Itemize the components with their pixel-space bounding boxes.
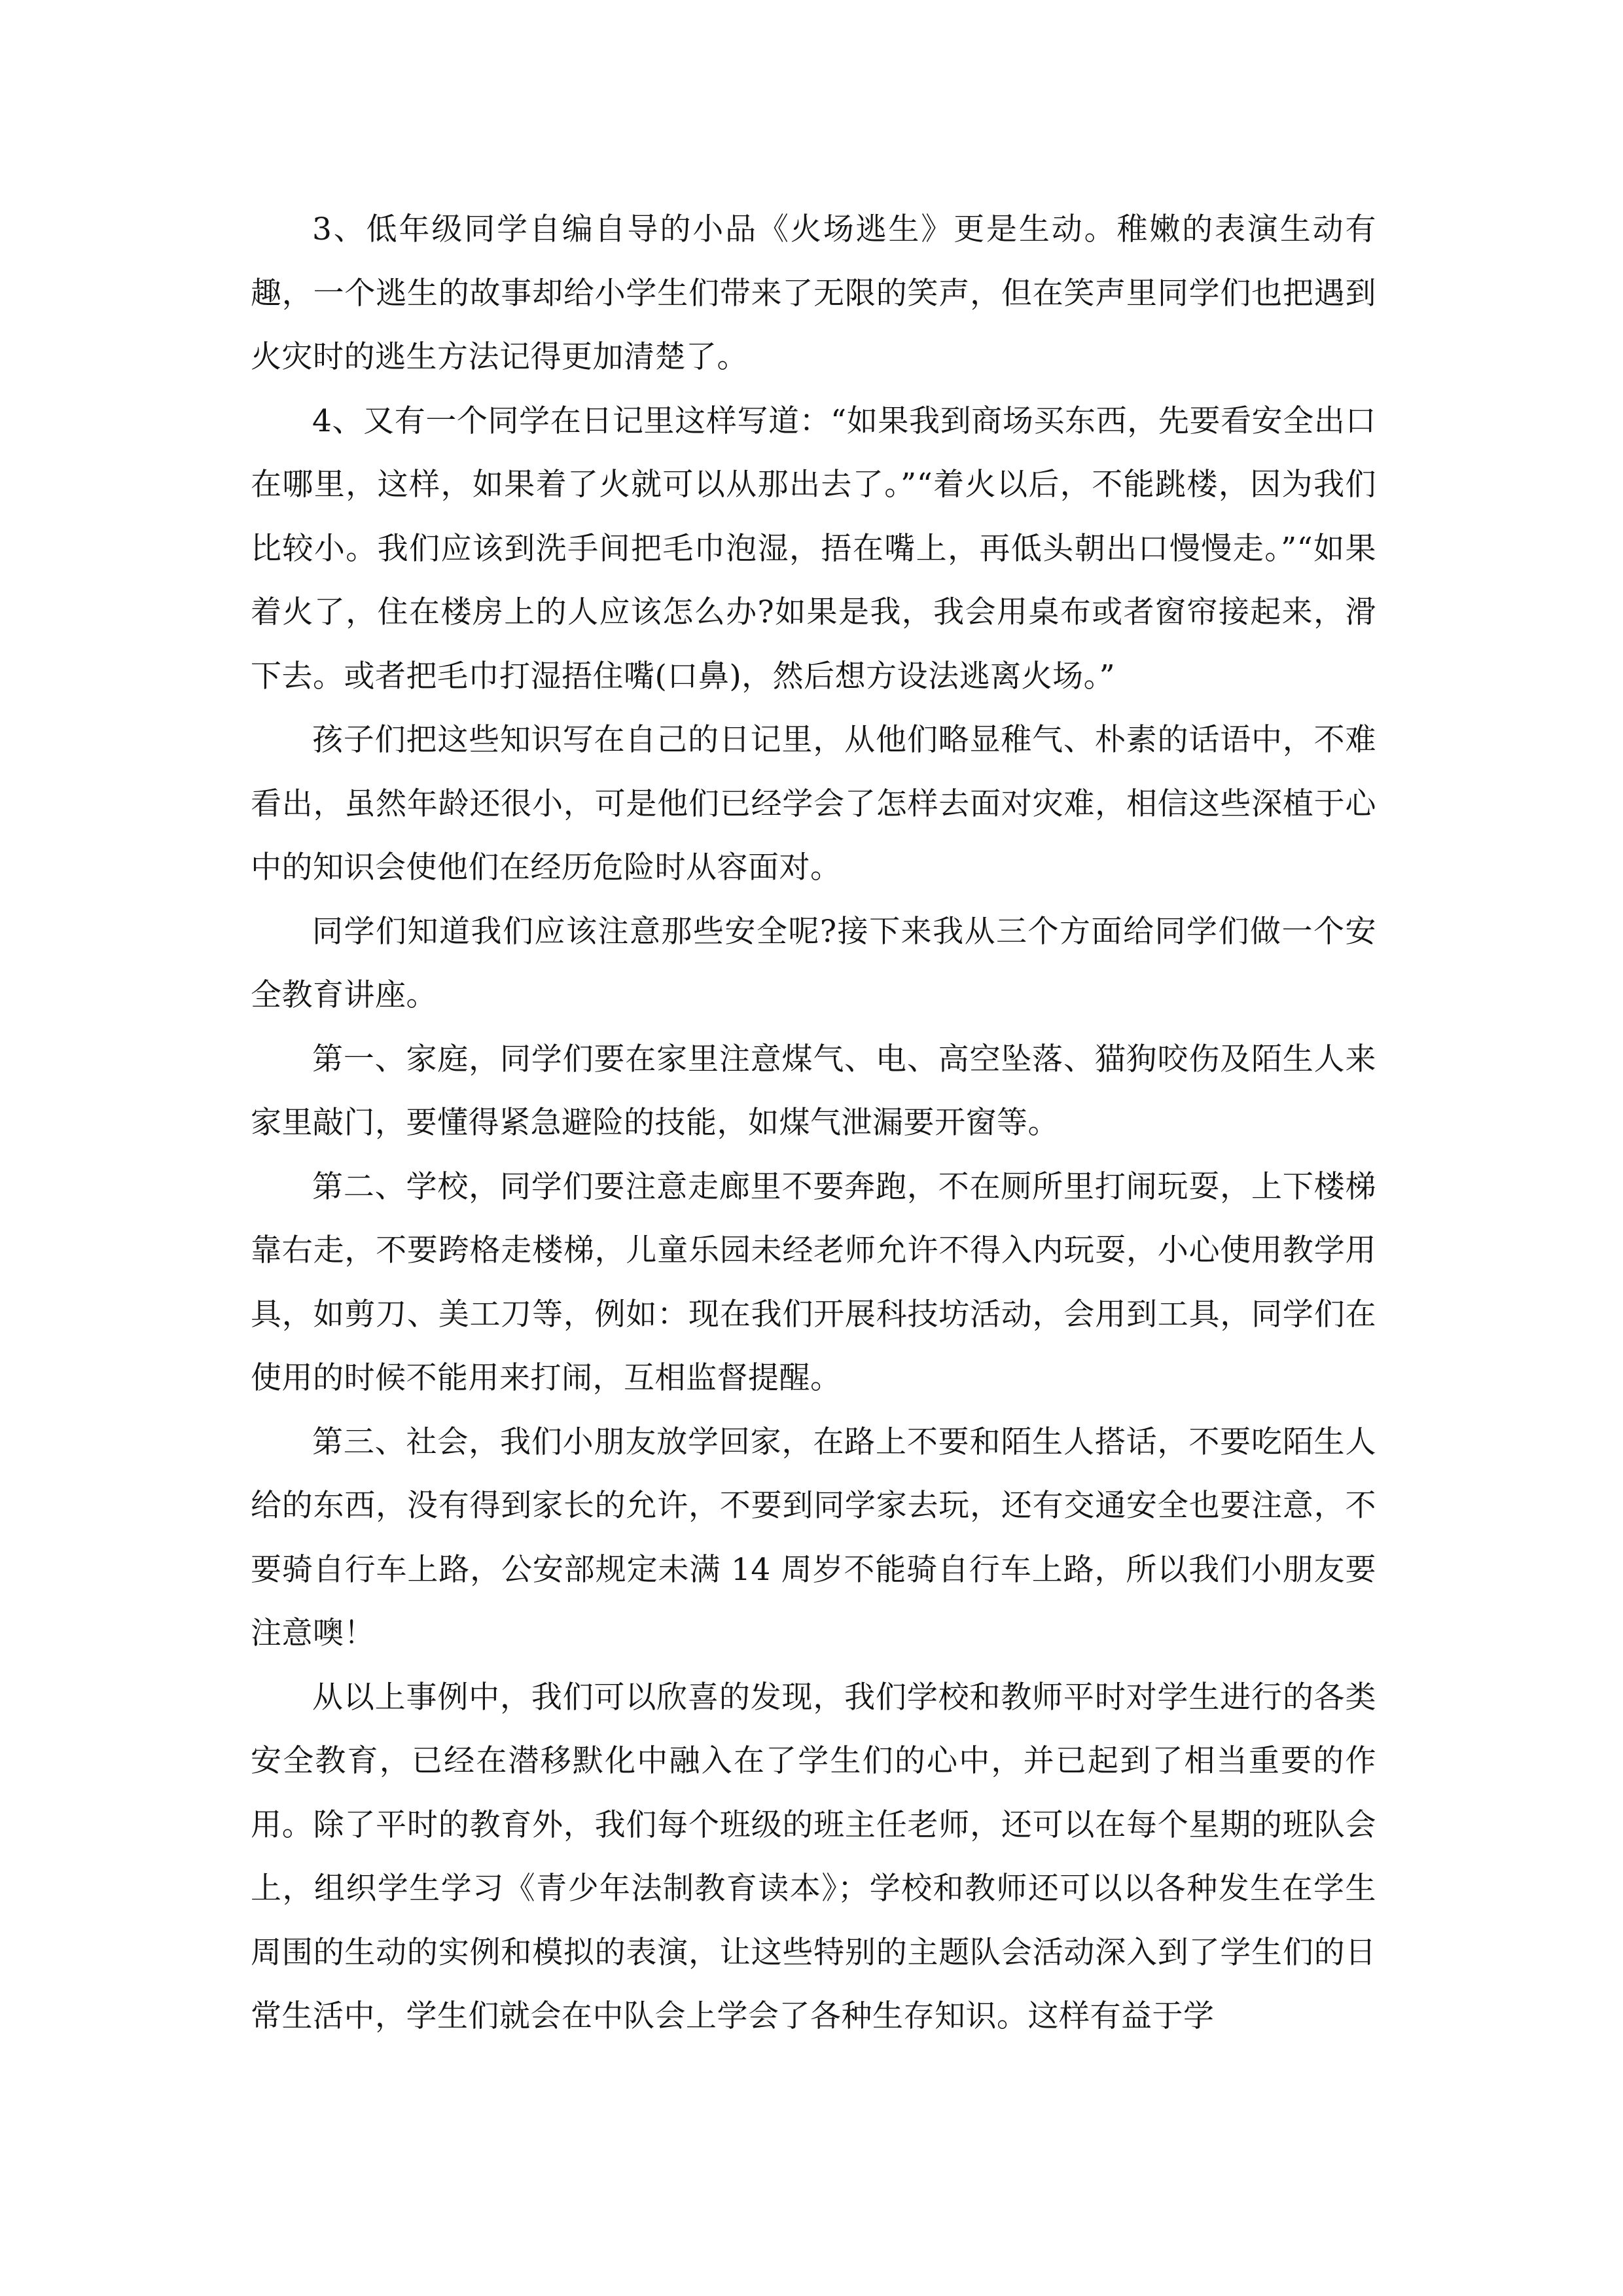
paragraph-school-safety: 第二、学校，同学们要注意走廊里不要奔跑，不在厕所里打闹玩耍，上下楼梯靠右走，不要跨格走楼梯，儿童乐园未经老师允许不得入内玩耍，小心使用教学用具，如剪刀、美工刀等，例如：现在我们开展科技坊活动，会用到工具，同学们在使用的时候不能用来打闹，互相监督提醒。 xyxy=(251,1168,1376,1396)
paragraph-society-safety: 第三、社会，我们小朋友放学回家，在路上不要和陌生人搭话，不要吃陌生人给的东西，没有得到家长的允许，不要到同学家去玩，还有交通安全也要注意，不要骑自行车上路，公安部规定未满 14 周岁不能骑自行车上路，所以我们小朋友要注意噢！ xyxy=(251,1424,1376,1651)
paragraph-home-safety: 第一、家庭，同学们要在家里注意煤气、电、高空坠落、猫狗咬伤及陌生人来家里敲门，要懂得紧急避险的技能，如煤气泄漏要开窗等。 xyxy=(251,1041,1376,1141)
paragraph-diary-entry: 4、又有一个同学在日记里这样写道：“如果我到商场买东西，先要看安全出口在哪里，这样，如果着了火就可以从那出去了。”“着火以后，不能跳楼，因为我们比较小。我们应该到洗手间把毛巾泡湿，捂在嘴上，再低头朝出口慢慢走。”“如果着火了，住在楼房上的人应该怎么办?如果是我，我会用桌布或者窗帘接起来，滑下去。或者把毛巾打湿捂住嘴(口鼻)，然后想方设法逃离火场。” xyxy=(251,403,1376,694)
paragraph-children-knowledge: 孩子们把这些知识写在自己的日记里，从他们略显稚气、朴素的话语中，不难看出，虽然年龄还很小，可是他们已经学会了怎样去面对灾难，相信这些深植于心中的知识会使他们在经历危险时从容面对。 xyxy=(251,722,1376,886)
paragraph-fire-escape-skit: 3、低年级同学自编自导的小品《火场逃生》更是生动。稚嫩的表演生动有趣，一个逃生的故事却给小学生们带来了无限的笑声，但在笑声里同学们也把遇到火灾时的逃生方法记得更加清楚了。 xyxy=(251,211,1376,375)
paragraph-conclusion: 从以上事例中，我们可以欣喜的发现，我们学校和教师平时对学生进行的各类安全教育，已经在潜移默化中融入在了学生们的心中，并已起到了相当重要的作用。除了平时的教育外，我们每个班级的班主任老师，还可以在每个星期的班队会上，组织学生学习《青少年法制教育读本》；学校和教师还可以以各种发生在学生周围的生动的实例和模拟的表演，让这些特别的主题队会活动深入到了学生们的日常生活中，学生们就会在中队会上学会了各种生存知识。这样有益于学 xyxy=(251,1679,1376,2034)
paragraph-lecture-intro: 同学们知道我们应该注意那些安全呢?接下来我从三个方面给同学们做一个安全教育讲座。 xyxy=(251,913,1376,1013)
document-body xyxy=(251,198,1376,2049)
